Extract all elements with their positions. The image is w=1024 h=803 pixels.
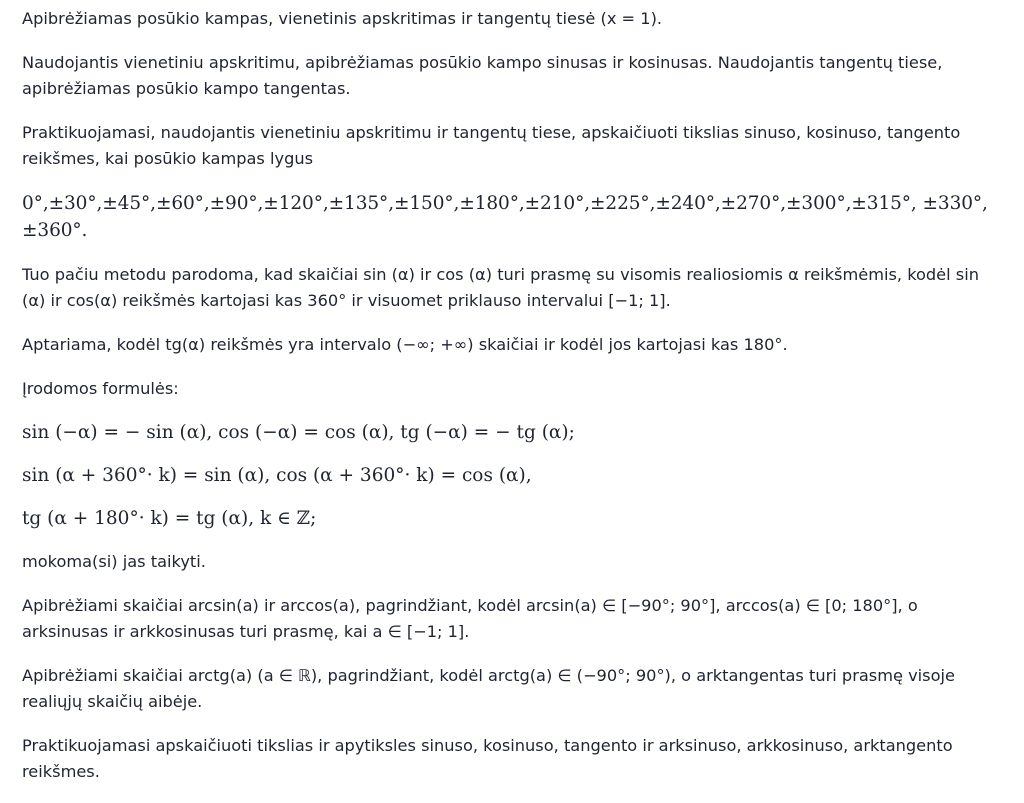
paragraph-sine-cosine-tangent: Naudojantis vienetiniu apskritimu, apibrėžiamas posūkio kampo sinusas ir kosinusas. Naudojantis tangentų tiese, apibrėžiamas posūkio kampo tangentas. (22, 53, 943, 98)
paragraph-formulas-heading: Įrodomos formulės: (22, 379, 179, 398)
formula-odd-even: sin (−α) = − sin (α), cos (−α) = cos (α), tg (−α) = − tg (α); (22, 422, 575, 443)
formula-period-sin-cos: sin (α + 360°· k) = sin (α), cos (α + 360°· k) = cos (α), (22, 465, 532, 486)
document-body (22, 6, 1007, 803)
formula-period-tg: tg (α + 180°· k) = tg (α), k ∈ ℤ; (22, 508, 317, 529)
paragraph-definition-angle: Apibrėžiamas posūkio kampas, vienetinis apskritimas ir tangentų tiesė (x = 1). (22, 9, 663, 28)
paragraph-practice-exact-values: Praktikuojamasi, naudojantis vienetiniu apskritimu ir tangentų tiese, apskaičiuoti tikslias sinuso, kosinuso, tangento reikšmes, kai posūkio kampas lygus (22, 123, 961, 168)
paragraph-periodicity-sin-cos: Tuo pačiu metodu parodoma, kad skaičiai sin (α) ir cos (α) turi prasmę su visomis realiosiomis α reikšmėmis, kodėl sin (α) ir cos(α) reikšmės kartojasi kas 360° ir visuomet priklauso intervalui [−1; 1]. (22, 265, 979, 310)
paragraph-tangent-range: Aptariama, kodėl tg(α) reikšmės yra intervalo (−∞; +∞) skaičiai ir kodėl jos kartojasi kas 180°. (22, 335, 788, 354)
angle-list: 0°,±30°,±45°,±60°,±90°,±120°,±135°,±150°,±180°,±210°,±225°,±240°,±270°,±300°,±315°, ±330°,±360°. (22, 193, 988, 241)
paragraph-practice-approx: Praktikuojamasi apskaičiuoti tikslias ir apytiksles sinuso, kosinuso, tangento ir arksinuso, arkkosinuso, arktangento reikšmes. (22, 736, 953, 781)
paragraph-arcsin-arccos: Apibrėžiami skaičiai arcsin(a) ir arccos(a), pagrindžiant, kodėl arcsin(a) ∈ [−90°; 90°], arccos(a) ∈ [0; 180°], o arksinusas ir arkkosinusas turi prasmę, kai a ∈ [−1; 1]. (22, 596, 918, 641)
paragraph-apply: mokoma(si) jas taikyti. (22, 552, 206, 571)
paragraph-arctg: Apibrėžiami skaičiai arctg(a) (a ∈ ℝ), pagrindžiant, kodėl arctg(a) ∈ (−90°; 90°), o arktangentas turi prasmę visoje realiųjų skaičių aibėje. (22, 666, 955, 711)
